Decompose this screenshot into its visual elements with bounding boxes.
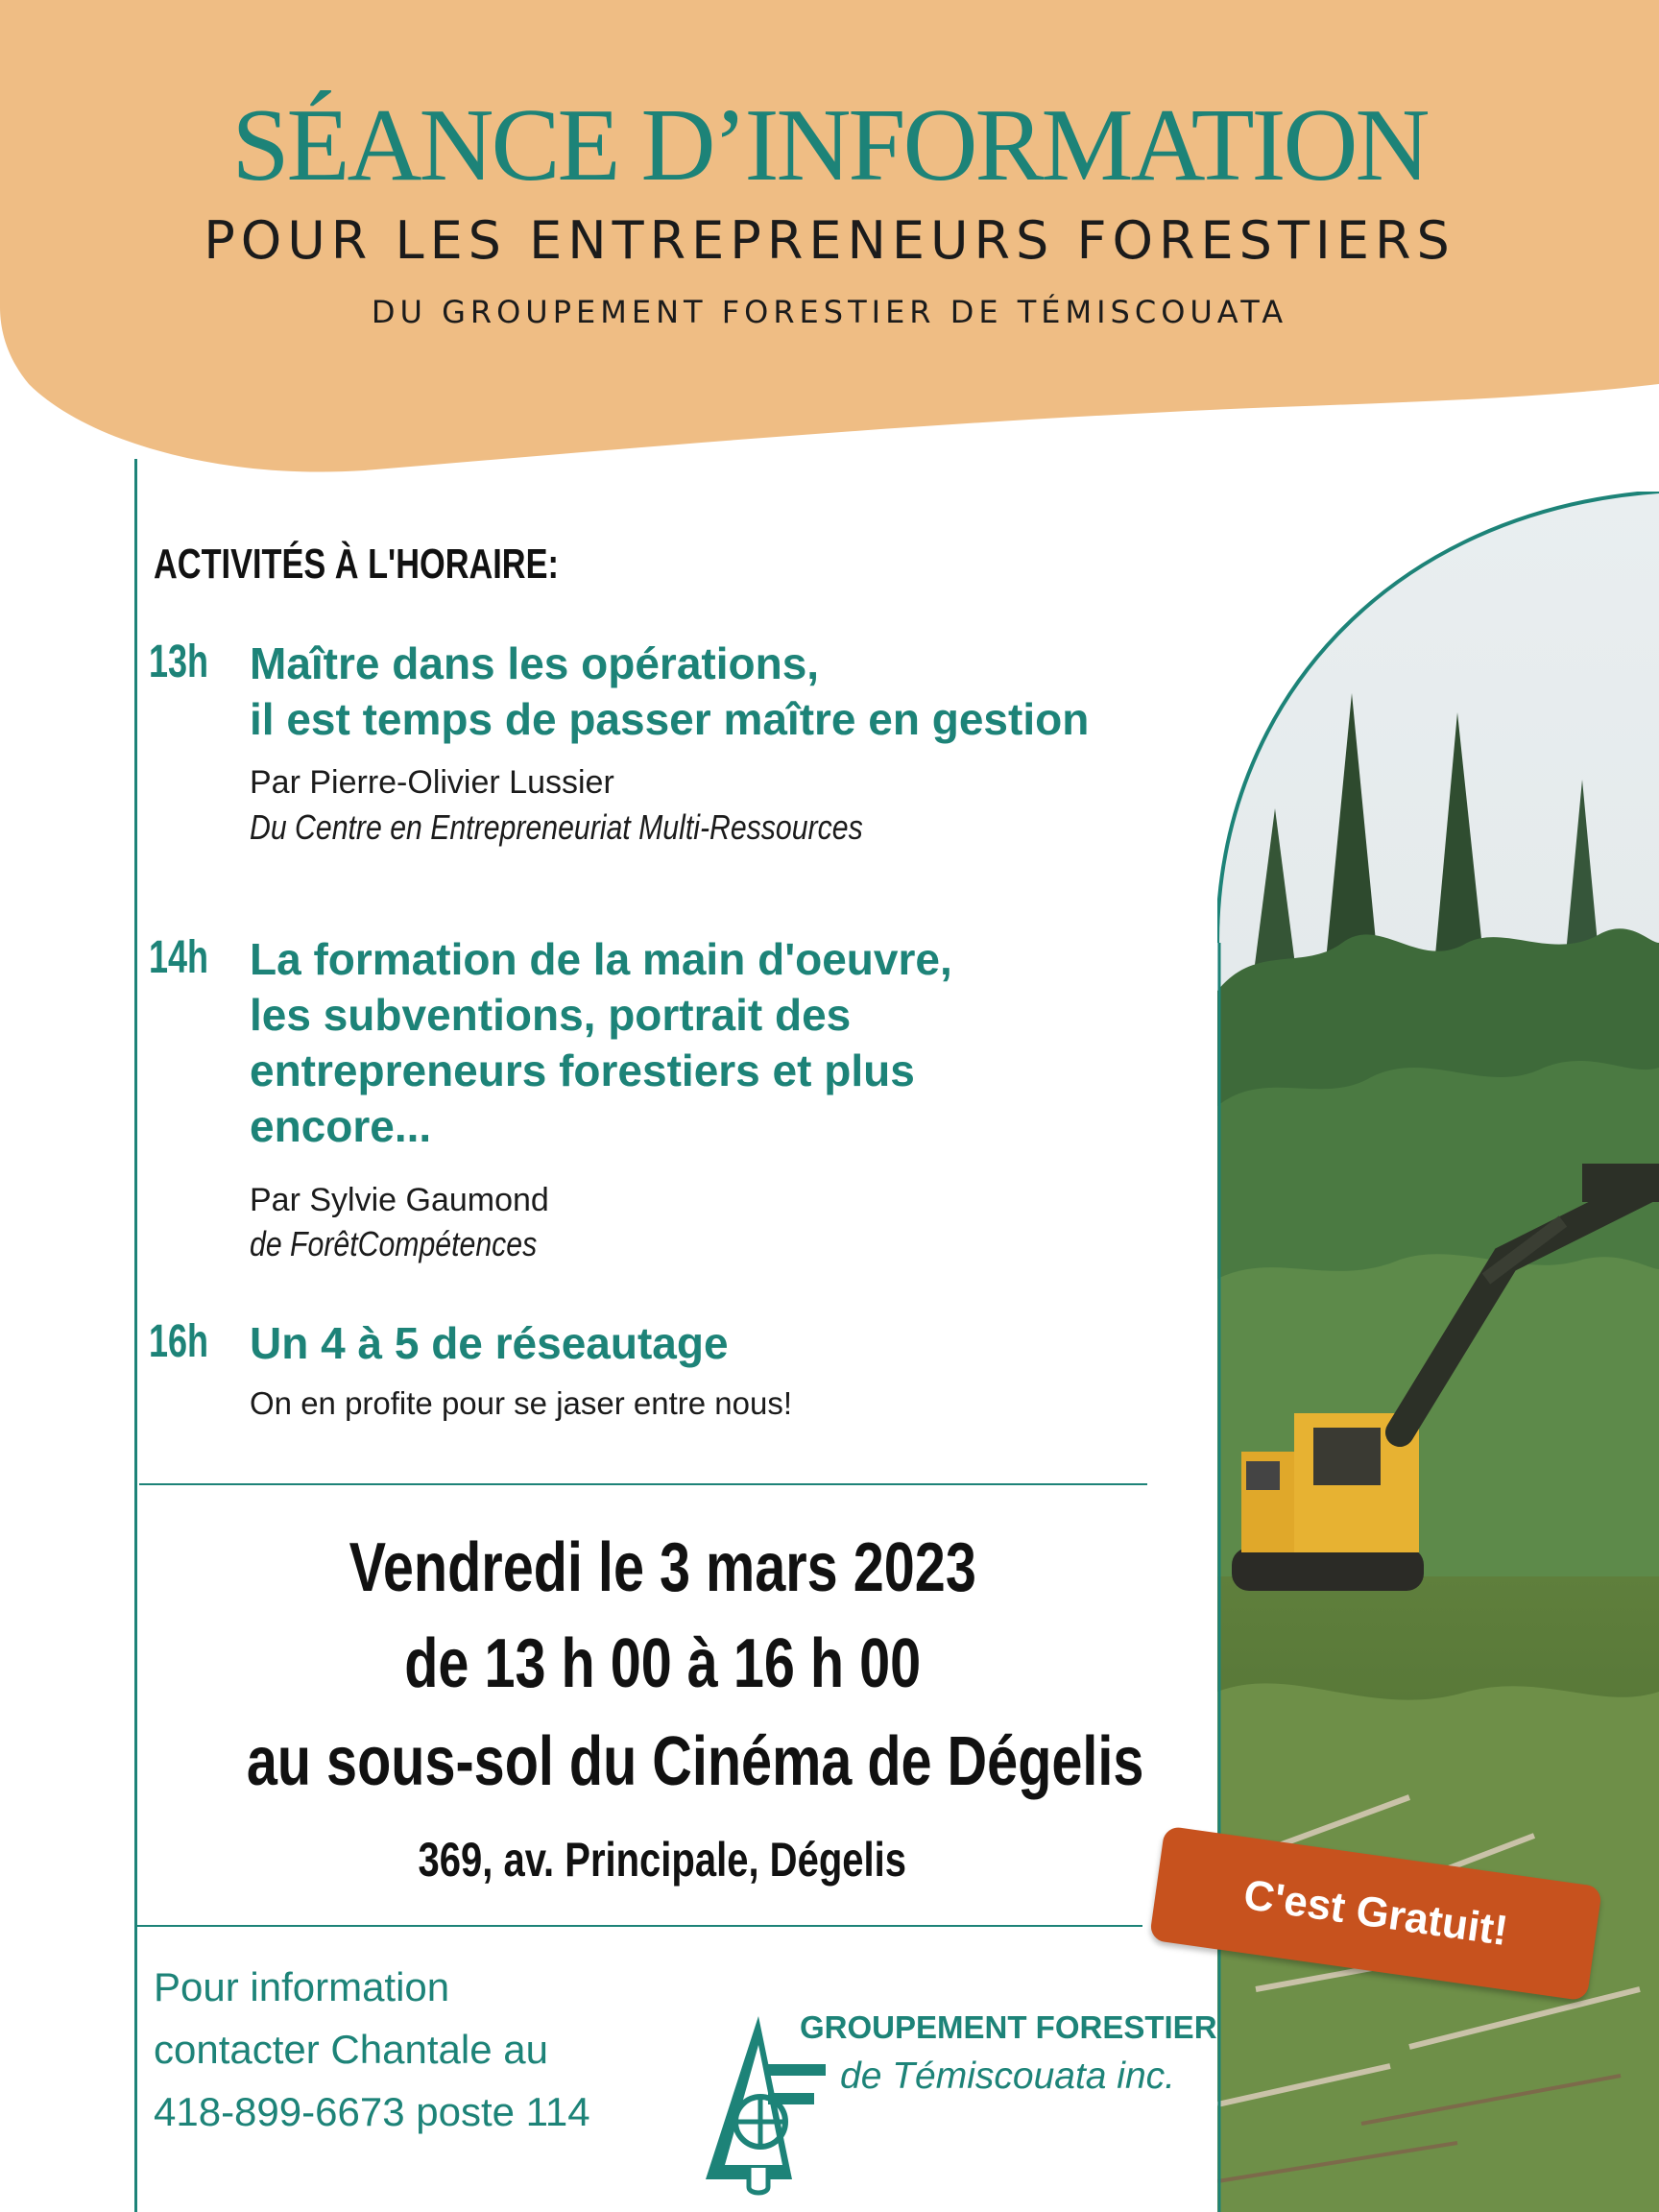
schedule-title-line: Un 4 à 5 de réseautage bbox=[250, 1318, 729, 1368]
schedule-title bbox=[250, 931, 952, 1154]
schedule-title-line: Maître dans les opérations, bbox=[250, 638, 820, 688]
schedule-affiliation: Du Centre en Entrepreneuriat Multi-Ressources bbox=[250, 807, 863, 847]
contact-line: 418-899-6673 poste 114 bbox=[154, 2089, 590, 2134]
event-date-text: Vendredi le 3 mars 2023 bbox=[349, 1529, 976, 1606]
event-date bbox=[134, 1527, 1190, 1609]
left-border-line bbox=[134, 459, 137, 2212]
schedule-heading: ACTIVITÉS À L'HORAIRE: bbox=[154, 541, 559, 588]
contact-info bbox=[154, 1956, 590, 2143]
event-venue bbox=[134, 1720, 1190, 1803]
schedule-title-line: La formation de la main d'oeuvre, bbox=[250, 934, 952, 984]
schedule-speaker: Par Pierre-Olivier Lussier bbox=[250, 764, 614, 801]
schedule-title-line: il est temps de passer maître en gestion bbox=[250, 694, 1090, 744]
page-title: SÉANCE D’INFORMATION bbox=[231, 88, 1428, 203]
contact-line: contacter Chantale au bbox=[154, 2027, 548, 2072]
schedule-time: 14h bbox=[149, 932, 209, 983]
logo-name: GROUPEMENT FORESTIER bbox=[800, 2009, 1217, 2045]
page-subtitle: POUR LES ENTREPRENEURS FORESTIERS bbox=[204, 210, 1455, 271]
schedule-note: On en profite pour se jaser entre nous! bbox=[250, 1385, 792, 1421]
schedule-affiliation: de ForêtCompétences bbox=[250, 1224, 538, 1263]
schedule-title-line: les subventions, portrait des bbox=[250, 990, 852, 1040]
schedule-speaker: Par Sylvie Gaumond bbox=[250, 1182, 549, 1218]
schedule-time: 16h bbox=[149, 1316, 209, 1367]
divider-top bbox=[139, 1483, 1147, 1485]
schedule-title bbox=[250, 636, 1089, 747]
event-hours-text: de 13 h 00 à 16 h 00 bbox=[404, 1625, 921, 1702]
divider-bottom bbox=[134, 1925, 1142, 1927]
logo-subname: de Témiscouata inc. bbox=[840, 2056, 1176, 2097]
organizer-subtitle: DU GROUPEMENT FORESTIER DE TÉMISCOUATA bbox=[371, 294, 1288, 330]
schedule-title bbox=[250, 1315, 729, 1371]
event-venue-text: au sous-sol du Cinéma de Dégelis bbox=[246, 1723, 1144, 1800]
schedule-title-line: encore... bbox=[250, 1101, 432, 1151]
event-hours bbox=[134, 1623, 1190, 1705]
schedule-time: 13h bbox=[149, 637, 209, 687]
free-badge: C'est Gratuit! bbox=[1149, 1826, 1602, 2002]
schedule-title-line: entrepreneurs forestiers et plus bbox=[250, 1046, 915, 1095]
event-address-text: 369, av. Principale, Dégelis bbox=[418, 1833, 907, 1887]
contact-line: Pour information bbox=[154, 1964, 450, 2009]
event-address bbox=[134, 1830, 1190, 1889]
